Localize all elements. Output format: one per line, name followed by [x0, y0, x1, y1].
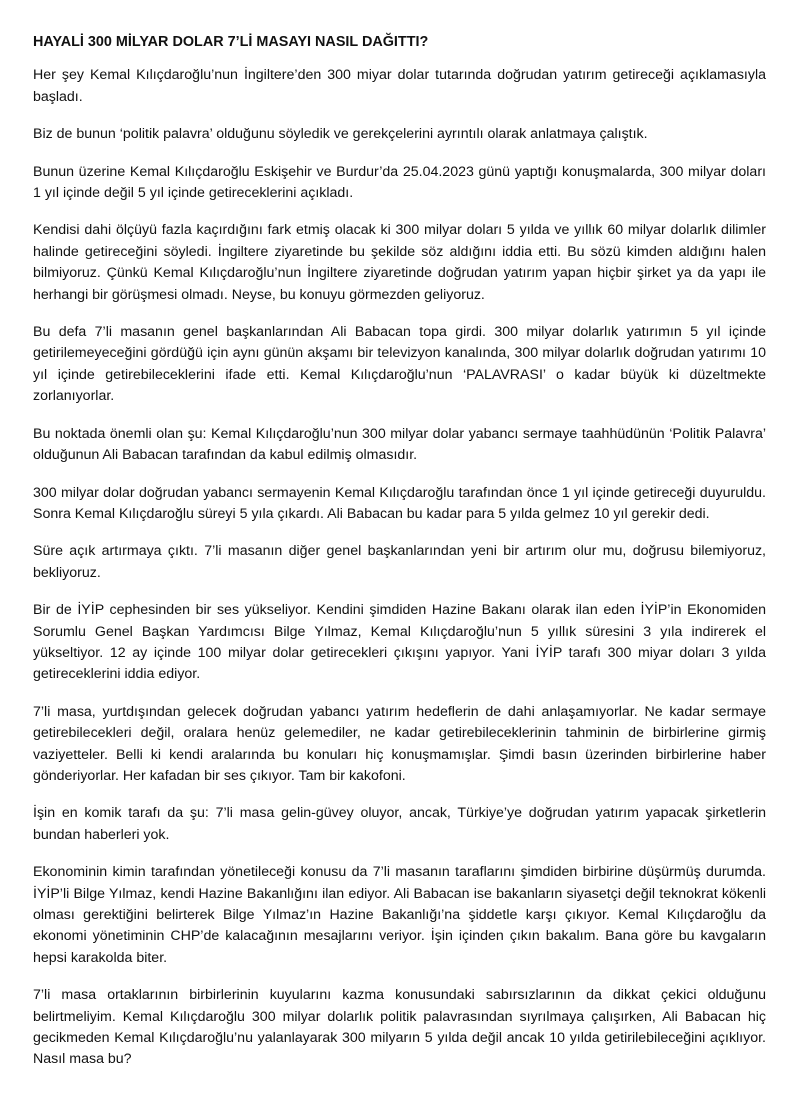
- paragraph: Kendisi dahi ölçüyü fazla kaçırdığını fark etmiş olacak ki 300 milyar doları 5 yılda ve yıllık 60 milyar dolarlık dilimler halinde getireceğini söyledi. İngiltere ziyaretinde bu şekilde söz aldığını iddia etti. Bu sözü kimden aldığını halen bilmiyoruz. Çünkü Kemal Kılıçdaroğlu’nun İngiltere ziyaretinde doğrudan yatırım yapan hiçbir şirket ya da yapı ile herhangi bir görüşmesi olmadı. Neyse, bu konuyu görmezden geliyoruz.: [33, 222, 766, 303]
- paragraph: Bu noktada önemli olan şu: Kemal Kılıçdaroğlu’nun 300 milyar dolar yabancı sermaye taahhüdünün ‘Politik Palavra’ olduğunun Ali Babacan tarafından da kabul edilmiş olmasıdır.: [33, 425, 766, 464]
- paragraph: Bunun üzerine Kemal Kılıçdaroğlu Eskişehir ve Burdur’da 25.04.2023 günü yaptığı konuşmalarda, 300 milyar doları 1 yıl içinde değil 5 yıl içinde getireceklerini açıkladı.: [33, 163, 766, 202]
- paragraph: Her şey Kemal Kılıçdaroğlu’nun İngiltere’den 300 miyar dolar tutarında doğrudan yatırım getireceği açıklamasıyla başladı.: [33, 67, 766, 105]
- paragraph: 7’li masa ortaklarının birbirlerinin kuyularını kazma konusundaki sabırsızlarının da dikkat çekici olduğunu belirtmeliyim. Kemal Kılıçdaroğlu 300 milyar dolarlık politik palavrasından sıyrılmaya çalışırken, Ali Babacan hiç gecikmeden Kemal Kılıçdaroğlu’nu yalanlayarak 300 milyarın 5 yılda değil ancak 10 yılda getirilebileceğini açıklıyor. Nasıl masa bu?: [33, 987, 766, 1068]
- document-title: HAYALİ 300 MİLYAR DOLAR 7’Lİ MASAYI NASIL DAĞITTI?: [33, 34, 429, 50]
- paragraph: 300 milyar dolar doğrudan yabancı sermayenin Kemal Kılıçdaroğlu tarafından önce 1 yıl içinde getireceği duyuruldu. Sonra Kemal Kılıçdaroğlu süreyi 5 yıla çıkardı. Ali Babacan bu kadar para 5 yılda gelmez 10 yıl gerekir dedi.: [33, 484, 766, 522]
- paragraph: Bir de İYİP cephesinden bir ses yükseliyor. Kendini şimdiden Hazine Bakanı olarak ilan eden İYİP’in Ekonomiden Sorumlu Genel Başkan Yardımcısı Bilge Yılmaz, Kemal Kılıçdaroğlu’nun 5 yıllık süresini 3 yıla indirerek el yükseltiyor. 12 ay içinde 100 milyar dolar getirecekleri çıkışını yapıyor. Yani İYİP tarafı 300 miyar doları 3 yılda getireceklerini iddia ediyor.: [33, 602, 766, 683]
- paragraph: Biz de bunun ‘politik palavra’ olduğunu söyledik ve gerekçelerini ayrıntılı olarak anlatmaya çalıştık.: [33, 126, 648, 143]
- paragraph: Süre açık artırmaya çıktı. 7’li masanın diğer genel başkanlarından yeni bir artırım olur mu, doğrusu bilemiyoruz, bekliyoruz.: [33, 543, 766, 581]
- paragraph: İşin en komik tarafı da şu: 7’li masa gelin-güvey oluyor, ancak, Türkiye’ye doğrudan yatırım yapacak şirketlerin bundan haberleri yok.: [33, 805, 766, 843]
- document-page: [33, 32, 766, 1071]
- paragraph: 7’li masa, yurtdışından gelecek doğrudan yabancı yatırım hedeflerin de dahi anlaşamıyorlar. Ne kadar sermaye getirebilecekleri değil, oralara henüz gelemediler, ne kadar getirebileceklerinin tahminin de birbirlerine girmiş vaziyetteler. Belli ki kendi aralarında bu konuları hiç konuşmamışlar. Şimdi basın üzerinden birbirlerine haber gönderiyorlar. Her kafadan bir ses çıkıyor. Tam bir kakofoni.: [33, 703, 766, 784]
- paragraph: Ekonominin kimin tarafından yönetileceği konusu da 7’li masanın taraflarını şimdiden birbirine düşürmüş durumda. İYİP’li Bilge Yılmaz, kendi Hazine Bakanlığını ilan ediyor. Ali Babacan ise bakanların siyasetçi değil teknokrat kökenli olması gerektiğini belirterek Bilge Yılmaz’ın Hazine Bakanlığı’na şiddetle karşı çıkıyor. Kemal Kılıçdaroğlu da ekonomi yönetiminin CHP’de kalacağının mesajlarını veriyor. İşin içinden çıkın bakalım. Bana göre bu kavgaların hepsi karakolda biter.: [33, 864, 766, 966]
- paragraph: Bu defa 7’li masanın genel başkanlarından Ali Babacan topa girdi. 300 milyar dolarlık yatırımın 5 yıl içinde getirilemeyeceğini gördüğü için aynı günün akşamı bir televizyon kanalında, 300 milyar dolarlık doğrudan yatırımı 10 yıl içinde getirebileceklerini ifade etti. Kemal Kılıçdaroğlu’nun ‘PALAVRASI’ o kadar büyük ki düzeltmekte zorlanıyorlar.: [33, 324, 766, 405]
